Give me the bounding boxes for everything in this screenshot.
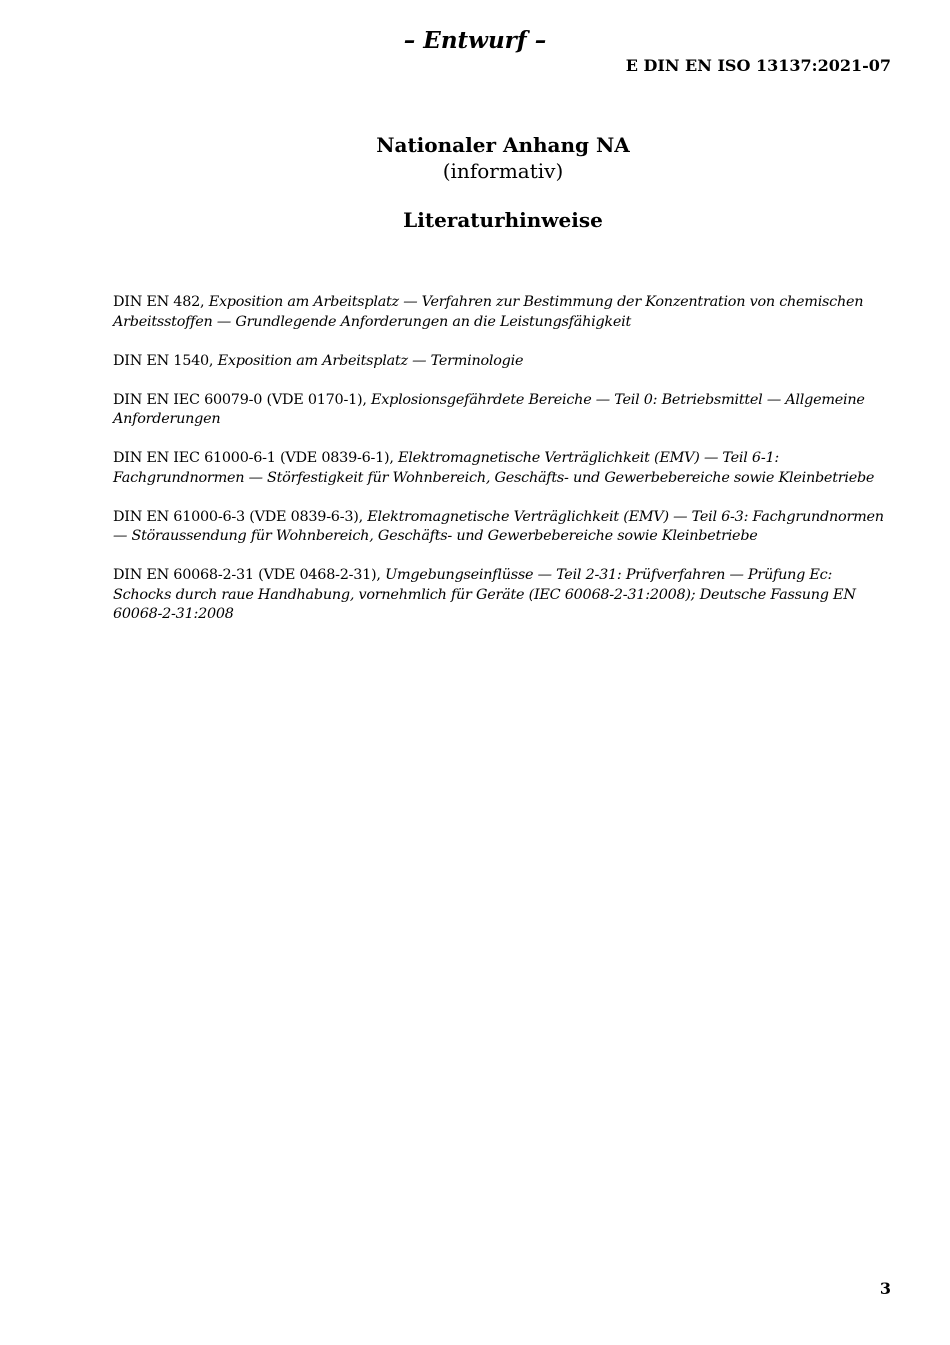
reference-list: [113, 293, 893, 644]
reference-item: [113, 391, 893, 430]
reference-designation: DIN EN IEC 61000-6-1 (VDE 0839-6-1),: [113, 450, 399, 466]
reference-designation: DIN EN 61000-6-3 (VDE 0839-6-3),: [113, 508, 368, 525]
reference-title: Exposition am Arbeitsplatz — Verfahren zur Bestimmung der Konzentration von chemischen Arbeitsstoffen — Grundlegende Anforderungen an die Leistungsfähigkeit: [113, 294, 864, 330]
page-number: 3: [879, 1279, 891, 1298]
reference-title: Elektromagnetische Verträglichkeit (EMV) — Teil 6-1: Fachgrundnormen — Störfestigkeit für Wohnbereich, Geschäfts- und Gewerbebereiche sowie Kleinbetriebe: [113, 450, 875, 486]
document-id: E DIN EN ISO 13137:2021-07: [625, 56, 891, 75]
reference-title: Explosionsgefährdete Bereiche — Teil 0: Betriebsmittel — Allgemeine Anforderungen: [113, 391, 865, 427]
reference-title: Elektromagnetische Verträglichkeit (EMV) — Teil 6-3: Fachgrundnormen — Störaussendung für Wohnbereich, Geschäfts- und Gewerbebereiche sowie Kleinbetriebe: [113, 508, 884, 544]
reference-title: Exposition am Arbeitsplatz — Terminologie: [217, 352, 524, 369]
annex-title: Nationaler Anhang NA: [376, 133, 630, 157]
section-title: Literaturhinweise: [403, 208, 603, 232]
reference-designation: DIN EN 60068-2-31 (VDE 0468-2-31),: [113, 567, 386, 583]
draft-watermark: – Entwurf –: [403, 27, 547, 54]
reference-title: Umgebungseinflüsse — Teil 2-31: Prüfverfahren — Prüfung Ec: Schocks durch raue Handhabung, vornehmlich für Geräte (IEC 60068-2-31:2008); Deutsche Fassung EN 60068-2-31:2008: [113, 567, 856, 622]
reference-designation: DIN EN 482,: [113, 294, 209, 310]
reference-designation: DIN EN 1540,: [113, 352, 218, 369]
reference-item: [113, 508, 893, 547]
reference-item: [113, 352, 893, 372]
reference-designation: DIN EN IEC 60079-0 (VDE 0170-1),: [113, 391, 371, 408]
reference-item: [113, 293, 893, 332]
reference-item: [113, 566, 893, 625]
annex-subtitle: (informativ): [442, 159, 564, 183]
reference-item: [113, 449, 893, 488]
